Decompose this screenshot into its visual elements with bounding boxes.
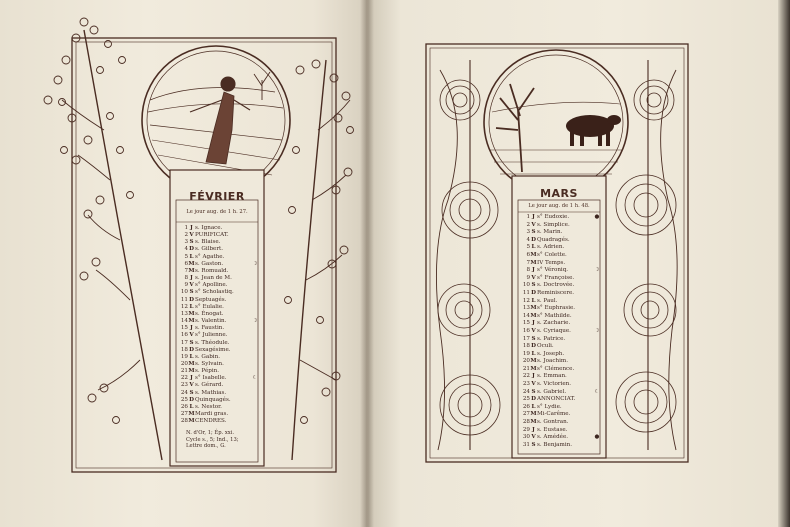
mar-day-saint: s° Eudoxie.	[537, 214, 570, 220]
mar-day-row	[520, 328, 600, 336]
mar-day-saint: s° Lydie.	[537, 403, 562, 410]
mar-day-row	[520, 237, 600, 245]
mar-day-saint: Reminiscere.	[537, 289, 575, 296]
mar-day-saint: s. Eustase.	[537, 426, 568, 433]
feb-day-moon-phase	[252, 418, 258, 425]
feb-day-saint: s. Ignace.	[195, 225, 223, 231]
feb-day-saint: s. Gabin.	[195, 353, 220, 360]
feb-day-number: 17	[180, 339, 188, 346]
mar-day-number: 22	[522, 373, 530, 380]
mar-day-moon-phase	[594, 290, 600, 298]
mar-day-moon-phase	[594, 320, 600, 328]
mar-day-saint: s. Amédée.	[537, 434, 569, 441]
feb-day-saint: Septuagés.	[195, 296, 227, 303]
feb-day-moon-phase	[252, 354, 258, 361]
mar-day-number: 1	[526, 214, 530, 220]
mar-day-saint: s. Simplice.	[537, 221, 570, 228]
mar-day-weekday: D	[531, 289, 536, 296]
mar-day-number: 26	[522, 403, 530, 410]
feb-day-weekday: S	[189, 289, 194, 296]
feb-day-saint: s. Gérard.	[195, 382, 224, 389]
mar-day-number: 15	[522, 320, 530, 327]
feb-day-moon-phase	[252, 239, 258, 246]
feb-day-weekday: L	[189, 403, 194, 410]
mar-day-number: 7	[526, 259, 530, 266]
feb-day-moon-phase	[252, 246, 258, 253]
mar-day-weekday: V	[531, 434, 536, 441]
mar-day-saint: ANNONCIAT.	[537, 396, 576, 403]
mar-day-number: 20	[522, 358, 530, 365]
feb-month-title: FÉVRIER	[189, 190, 245, 203]
mar-day-row	[520, 411, 600, 419]
feb-day-list	[178, 225, 258, 425]
mar-day-moon-phase	[594, 229, 600, 237]
feb-day-weekday: M	[188, 310, 195, 317]
mar-day-saint: s. Emman.	[537, 373, 567, 380]
mar-day-number: 24	[522, 388, 530, 395]
feb-day-number: 14	[180, 318, 188, 325]
feb-day-weekday: M	[188, 260, 195, 267]
feb-day-moon-phase	[252, 304, 258, 311]
mar-day-saint: s° Euphrasie.	[537, 305, 576, 312]
feb-day-number: 21	[180, 368, 188, 375]
feb-day-number: 22	[180, 375, 188, 382]
mar-day-number: 30	[522, 434, 530, 441]
feb-day-weekday: M	[188, 411, 195, 418]
feb-day-number: 20	[180, 360, 188, 367]
feb-day-moon-phase	[252, 404, 258, 411]
mar-day-saint: s. Zacharie.	[537, 320, 571, 327]
feb-day-moon-phase	[252, 361, 258, 368]
feb-day-weekday: D	[189, 246, 194, 253]
feb-day-saint: s. Blaise.	[195, 239, 221, 246]
mar-day-weekday: S	[531, 335, 536, 342]
mar-day-weekday: S	[531, 282, 536, 289]
feb-day-weekday: S	[189, 389, 194, 396]
feb-day-saint: s. Gilbert.	[195, 246, 224, 253]
feb-day-number: 15	[180, 325, 188, 332]
feb-day-saint: s. Romuald.	[195, 267, 229, 274]
feb-day-weekday: M	[188, 418, 195, 425]
mar-day-weekday: J	[532, 214, 535, 220]
mar-day-moon-phase: ☽	[594, 267, 600, 274]
mar-day-saint: s° Colette.	[537, 251, 567, 258]
mar-day-moon-phase	[594, 336, 600, 344]
mar-day-saint: s. Gontran.	[537, 419, 569, 426]
mar-day-saint: s. Joachim.	[537, 358, 568, 365]
mar-day-number: 5	[526, 244, 530, 251]
mar-day-moon-phase: ●	[594, 434, 600, 441]
feb-day-weekday: V	[189, 382, 194, 389]
mar-day-moon-phase	[594, 305, 600, 313]
feb-day-number: 7	[184, 267, 188, 274]
mar-day-row	[520, 343, 600, 351]
feb-day-moon-phase	[252, 254, 258, 261]
mar-day-moon-phase	[594, 282, 600, 290]
feb-day-saint: PURIFICAT.	[195, 232, 229, 239]
mar-day-moon-phase	[594, 411, 600, 419]
mar-day-saint: s° Françoise.	[537, 274, 575, 281]
mar-day-number: 18	[522, 343, 530, 350]
feb-day-row	[178, 254, 258, 261]
mar-day-saint: s° Véroniq.	[537, 267, 569, 274]
mar-day-moon-phase	[594, 252, 600, 260]
feb-day-saint: Sexagésime.	[195, 346, 231, 353]
feb-day-weekday: M	[188, 267, 195, 274]
mar-day-row	[520, 434, 600, 442]
feb-day-row	[178, 404, 258, 411]
mar-day-weekday: M	[530, 259, 537, 266]
feb-day-row	[178, 268, 258, 275]
feb-day-saint: s. Nestor.	[195, 403, 222, 410]
feb-day-saint: s. Mathias.	[195, 389, 227, 396]
feb-day-moon-phase	[252, 397, 258, 404]
feb-day-number: 28	[180, 418, 188, 425]
feb-day-number: 23	[180, 382, 188, 389]
mar-day-weekday: V	[531, 274, 536, 281]
feb-day-saint: s. Sylvain.	[195, 360, 224, 367]
feb-day-saint: s. Valentin.	[195, 318, 227, 325]
mar-day-number: 17	[522, 335, 530, 342]
mar-day-saint: s° Clémence.	[537, 365, 575, 372]
mar-day-saint: s° Mathilde.	[537, 312, 572, 319]
mar-day-row	[520, 381, 600, 389]
feb-day-moon-phase	[252, 411, 258, 418]
mar-day-number: 11	[522, 289, 530, 296]
feb-day-row	[178, 225, 258, 232]
feb-footer-line: N. d'Or, 1; Ép. xxi.	[186, 430, 234, 436]
feb-day-row	[178, 382, 258, 389]
mar-day-number: 2	[526, 221, 530, 228]
mar-day-row	[520, 222, 600, 230]
feb-day-moon-phase	[252, 311, 258, 318]
feb-day-number: 27	[180, 411, 188, 418]
feb-day-weekday: J	[190, 375, 193, 382]
feb-day-number: 19	[180, 353, 188, 360]
feb-day-weekday: L	[189, 303, 194, 310]
feb-day-number: 2	[184, 232, 188, 239]
feb-day-saint: CENDRES.	[195, 418, 227, 425]
mar-day-saint: s. Joseph.	[537, 350, 565, 357]
feb-day-weekday: M	[188, 318, 195, 325]
feb-day-row	[178, 297, 258, 304]
feb-day-row	[178, 340, 258, 347]
feb-day-saint: s. Gaston.	[195, 260, 224, 267]
mar-day-moon-phase	[594, 313, 600, 321]
mar-day-number: 21	[522, 365, 530, 372]
mar-day-row	[520, 214, 600, 222]
feb-day-saint: s. Jean de M.	[195, 275, 232, 282]
feb-day-row	[178, 354, 258, 361]
feb-day-moon-phase	[252, 225, 258, 232]
mar-day-row	[520, 396, 600, 404]
mar-day-weekday: M	[530, 251, 537, 258]
feb-day-row	[178, 397, 258, 404]
feb-day-row	[178, 311, 258, 318]
feb-day-moon-phase	[252, 390, 258, 397]
feb-day-row	[178, 411, 258, 418]
mar-day-moon-phase	[594, 427, 600, 435]
mar-day-number: 10	[522, 282, 530, 289]
feb-day-saint: s. Énogat.	[195, 310, 224, 317]
mar-day-weekday: M	[530, 419, 537, 426]
feb-day-saint: s. Faustin.	[195, 325, 225, 332]
mar-day-row	[520, 358, 600, 366]
feb-day-row	[178, 325, 258, 332]
feb-day-number: 8	[184, 275, 188, 282]
mar-day-moon-phase	[594, 419, 600, 427]
feb-day-saint: s° Apolline.	[195, 282, 228, 289]
mar-day-moon-phase	[594, 343, 600, 351]
mar-day-number: 8	[526, 267, 530, 274]
mar-day-saint: s. Paul.	[537, 297, 558, 304]
feb-day-weekday: L	[189, 353, 194, 360]
feb-day-moon-phase	[252, 340, 258, 347]
feb-day-moon-phase	[252, 382, 258, 389]
mar-day-saint: s. Victorien.	[537, 381, 572, 388]
feb-day-weekday: D	[189, 296, 194, 303]
mar-day-row	[520, 373, 600, 381]
mar-day-weekday: J	[532, 320, 535, 327]
feb-day-moon-phase	[252, 232, 258, 239]
mar-day-row	[520, 252, 600, 260]
mar-day-moon-phase	[594, 298, 600, 306]
feb-day-saint: Quinquagés.	[195, 396, 231, 403]
feb-footer	[186, 430, 239, 450]
feb-day-number: 1	[184, 225, 188, 231]
feb-day-number: 6	[184, 260, 188, 267]
mar-day-weekday: J	[532, 373, 535, 380]
mar-day-saint: s. Marin.	[537, 229, 563, 236]
mar-day-moon-phase	[594, 366, 600, 374]
mar-day-saint: Oculi.	[537, 343, 554, 350]
mar-day-row	[520, 366, 600, 374]
mar-day-row	[520, 419, 600, 427]
mar-day-moon-phase	[594, 381, 600, 389]
feb-day-row	[178, 261, 258, 268]
mar-day-row	[520, 320, 600, 328]
feb-day-row	[178, 332, 258, 339]
mar-day-number: 25	[522, 396, 530, 403]
mar-day-moon-phase	[594, 358, 600, 366]
mar-day-weekday: M	[530, 312, 537, 319]
feb-day-number: 18	[180, 346, 188, 353]
mar-day-saint: s. Patrice.	[537, 335, 566, 342]
feb-day-saint: s° Agathe.	[195, 253, 225, 260]
mar-day-row	[520, 305, 600, 313]
feb-day-saint: s° Scholastiq.	[195, 289, 234, 296]
feb-day-weekday: V	[189, 332, 194, 339]
mar-day-weekday: M	[530, 358, 537, 365]
feb-day-weekday: L	[189, 253, 194, 260]
mar-day-moon-phase	[594, 275, 600, 283]
mar-day-moon-phase	[594, 222, 600, 230]
mar-day-saint: s. Benjamin.	[537, 441, 572, 448]
feb-day-weekday: M	[188, 368, 195, 375]
feb-day-saint: s° Julienne.	[195, 332, 228, 339]
mar-day-weekday: V	[531, 327, 536, 334]
feb-footer-line: Cycle s., 5; Ind., 13;	[186, 436, 239, 443]
mar-day-row	[520, 244, 600, 252]
mar-day-number: 6	[526, 251, 530, 258]
mar-day-saint: Quadragés.	[537, 236, 570, 243]
feb-day-weekday: M	[188, 360, 195, 367]
mar-day-row	[520, 351, 600, 359]
mar-day-length: Le jour aug. de 1 h. 48.	[528, 203, 590, 209]
mar-day-number: 14	[522, 312, 530, 319]
feb-day-moon-phase: ☽	[252, 318, 258, 325]
mar-day-row	[520, 267, 600, 275]
feb-day-moon-phase	[252, 332, 258, 339]
feb-day-number: 5	[184, 253, 188, 260]
feb-day-number: 24	[180, 389, 188, 396]
feb-day-row	[178, 232, 258, 239]
mar-day-weekday: L	[531, 244, 536, 251]
feb-day-moon-phase	[252, 289, 258, 296]
feb-day-number: 11	[180, 296, 188, 303]
mar-day-moon-phase	[594, 373, 600, 381]
feb-day-weekday: S	[189, 239, 194, 246]
mar-day-moon-phase	[594, 244, 600, 252]
mar-day-number: 9	[526, 274, 530, 281]
mar-day-weekday: L	[531, 403, 536, 410]
mar-day-weekday: S	[531, 388, 536, 395]
feb-day-weekday: V	[189, 232, 194, 239]
feb-day-row	[178, 282, 258, 289]
feb-day-moon-phase: ☾	[252, 375, 258, 382]
mar-day-row	[520, 313, 600, 321]
feb-day-row	[178, 289, 258, 296]
feb-day-weekday: S	[189, 339, 194, 346]
feb-day-row	[178, 368, 258, 375]
feb-day-length: Le jour aug. de 1 h. 27.	[186, 209, 248, 215]
feb-footer-line: Lettre dom., G.	[186, 443, 226, 450]
feb-day-row	[178, 239, 258, 246]
mar-day-row	[520, 336, 600, 344]
mar-day-number: 3	[526, 229, 530, 236]
mar-day-weekday: J	[532, 267, 535, 274]
feb-day-saint: s° Isabelle.	[195, 375, 227, 382]
feb-day-moon-phase: ☽	[252, 260, 258, 267]
feb-day-number: 25	[180, 396, 188, 403]
feb-day-moon-phase	[252, 268, 258, 275]
mar-day-number: 12	[522, 297, 530, 304]
mar-day-moon-phase: ●	[594, 214, 600, 220]
feb-day-row	[178, 318, 258, 325]
mar-day-saint: s. Doctrovée.	[537, 282, 575, 289]
mar-day-list	[520, 214, 600, 449]
mar-day-number: 27	[522, 411, 530, 418]
mar-day-row	[520, 389, 600, 397]
mar-day-weekday: D	[531, 236, 536, 243]
mar-day-weekday: M	[530, 411, 537, 418]
feb-day-number: 9	[184, 282, 188, 289]
feb-day-row	[178, 390, 258, 397]
feb-day-row	[178, 246, 258, 253]
mar-day-weekday: V	[531, 381, 536, 388]
mar-day-weekday: S	[531, 441, 536, 448]
mar-day-weekday: L	[531, 350, 536, 357]
mar-day-number: 4	[526, 236, 530, 243]
feb-day-number: 13	[180, 310, 188, 317]
mar-day-weekday: L	[531, 297, 536, 304]
mar-day-moon-phase	[594, 442, 600, 450]
mar-day-moon-phase: ☾	[594, 388, 600, 395]
feb-day-number: 4	[184, 246, 188, 253]
feb-day-number: 3	[184, 239, 188, 246]
feb-day-number: 10	[180, 289, 188, 296]
feb-day-row	[178, 304, 258, 311]
feb-day-number: 16	[180, 332, 188, 339]
mar-day-number: 28	[522, 419, 530, 426]
mar-day-number: 13	[522, 305, 530, 312]
mar-day-weekday: J	[532, 426, 535, 433]
feb-day-moon-phase	[252, 275, 258, 282]
bull-silhouette	[566, 115, 621, 146]
feb-day-moon-phase	[252, 347, 258, 354]
mar-day-weekday: M	[530, 365, 537, 372]
feb-day-weekday: D	[189, 396, 194, 403]
mar-day-row	[520, 290, 600, 298]
feb-day-saint: Mardi gras.	[195, 411, 229, 418]
mar-day-row	[520, 442, 600, 450]
mar-day-saint: s. Adrien.	[537, 244, 565, 251]
mar-day-weekday: D	[531, 396, 536, 403]
mar-day-number: 31	[522, 441, 530, 448]
mar-day-saint: IV Temps.	[537, 259, 566, 266]
mar-day-saint: Mi-Carême.	[537, 411, 571, 418]
feb-day-number: 12	[180, 303, 188, 310]
mar-day-moon-phase: ☽	[594, 327, 600, 334]
mar-month-title: MARS	[540, 187, 578, 200]
feb-day-weekday: V	[189, 282, 194, 289]
feb-day-moon-phase	[252, 325, 258, 332]
mar-day-number: 16	[522, 327, 530, 334]
feb-day-moon-phase	[252, 297, 258, 304]
mar-day-weekday: M	[530, 305, 537, 312]
mar-day-number: 29	[522, 426, 530, 433]
feb-day-moon-phase	[252, 282, 258, 289]
mar-day-moon-phase	[594, 351, 600, 359]
mar-day-saint: s. Cyriaque.	[537, 327, 571, 334]
feb-day-number: 26	[180, 403, 188, 410]
feb-day-weekday: J	[190, 325, 193, 332]
feb-day-saint: s. Théodule.	[195, 339, 230, 346]
mar-day-moon-phase	[594, 404, 600, 412]
feb-day-row	[178, 418, 258, 425]
feb-day-weekday: J	[190, 225, 193, 231]
feb-day-row	[178, 275, 258, 282]
feb-day-saint: s. Pépin.	[195, 368, 219, 375]
mar-day-saint: s. Gabriel.	[537, 388, 567, 395]
mar-day-moon-phase	[594, 396, 600, 404]
feb-day-weekday: D	[189, 346, 194, 353]
feb-day-row	[178, 347, 258, 354]
mar-day-row	[520, 298, 600, 306]
mar-day-row	[520, 282, 600, 290]
mar-day-weekday: S	[531, 229, 536, 236]
mar-day-number: 23	[522, 381, 530, 388]
mar-day-weekday: V	[531, 221, 536, 228]
feb-day-weekday: J	[190, 275, 193, 282]
mar-day-moon-phase	[594, 237, 600, 245]
mar-day-number: 19	[522, 350, 530, 357]
mar-day-row	[520, 229, 600, 237]
mar-day-weekday: D	[531, 343, 536, 350]
feb-day-saint: s° Eulalie.	[195, 303, 224, 310]
